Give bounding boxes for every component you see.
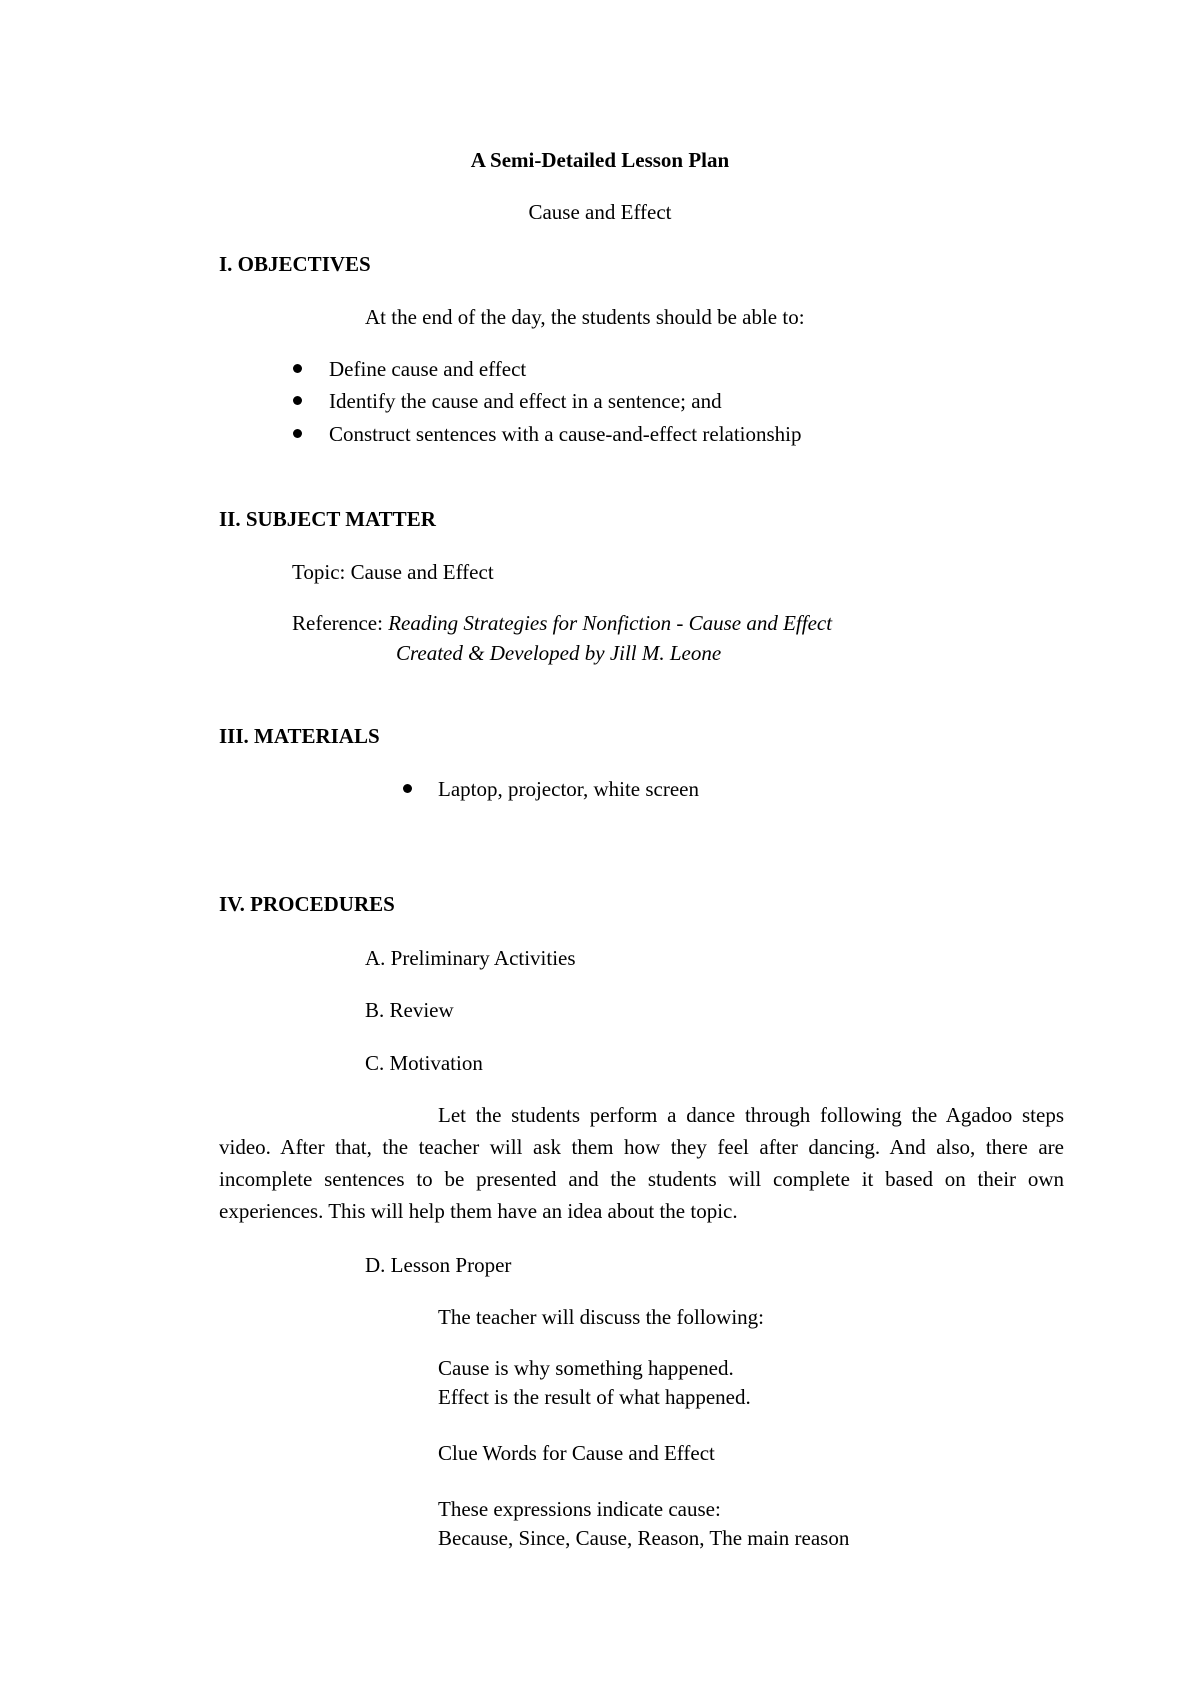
bullet-icon [293, 364, 302, 373]
document-title: A Semi-Detailed Lesson Plan [470, 148, 730, 172]
bullet-icon [403, 784, 412, 793]
reference-credit: Created & Developed by Jill M. Leone [396, 641, 722, 665]
cause-expressions-intro: These expressions indicate cause: [438, 1497, 721, 1521]
discussion-intro: The teacher will discuss the following: [438, 1305, 765, 1329]
reference-line [292, 613, 832, 634]
material-item: Laptop, projector, white screen [438, 777, 699, 801]
objective-item: Construct sentences with a cause-and-effect relationship [329, 422, 802, 446]
cause-definition: Cause is why something happened. [438, 1356, 734, 1380]
procedure-step-b: B. Review [365, 998, 454, 1022]
cause-expressions-list: Because, Since, Cause, Reason, The main reason [438, 1526, 850, 1550]
motivation-paragraph: Let the students perform a dance through following the Agadoo steps video. After that, the teacher will ask them how they feel after dancing. And also, there are incomplete sentences to be presented and the students will complete it based on their own experiences. This will help them have an idea about the topic. [219, 1103, 1064, 1223]
objectives-heading: I. OBJECTIVES [219, 252, 371, 276]
procedure-step-a: A. Preliminary Activities [365, 946, 576, 970]
bullet-icon [293, 429, 302, 438]
reference-label: Reference: [292, 611, 389, 635]
objective-item: Define cause and effect [329, 357, 527, 381]
reference-title: Reading Strategies for Nonfiction - Cause and Effect [388, 611, 833, 635]
document-subtitle: Cause and Effect [528, 200, 672, 224]
procedure-step-d: D. Lesson Proper [365, 1253, 512, 1277]
procedures-heading: IV. PROCEDURES [219, 892, 395, 916]
materials-heading: III. MATERIALS [219, 724, 380, 748]
procedure-step-c: C. Motivation [365, 1051, 483, 1075]
objectives-intro: At the end of the day, the students should be able to: [365, 305, 805, 329]
subject-matter-heading: II. SUBJECT MATTER [219, 507, 436, 531]
effect-definition: Effect is the result of what happened. [438, 1385, 751, 1409]
bullet-icon [293, 396, 302, 405]
clue-words-heading: Clue Words for Cause and Effect [438, 1441, 715, 1465]
topic-line: Topic: Cause and Effect [292, 560, 494, 584]
objective-item: Identify the cause and effect in a sentence; and [329, 389, 722, 413]
